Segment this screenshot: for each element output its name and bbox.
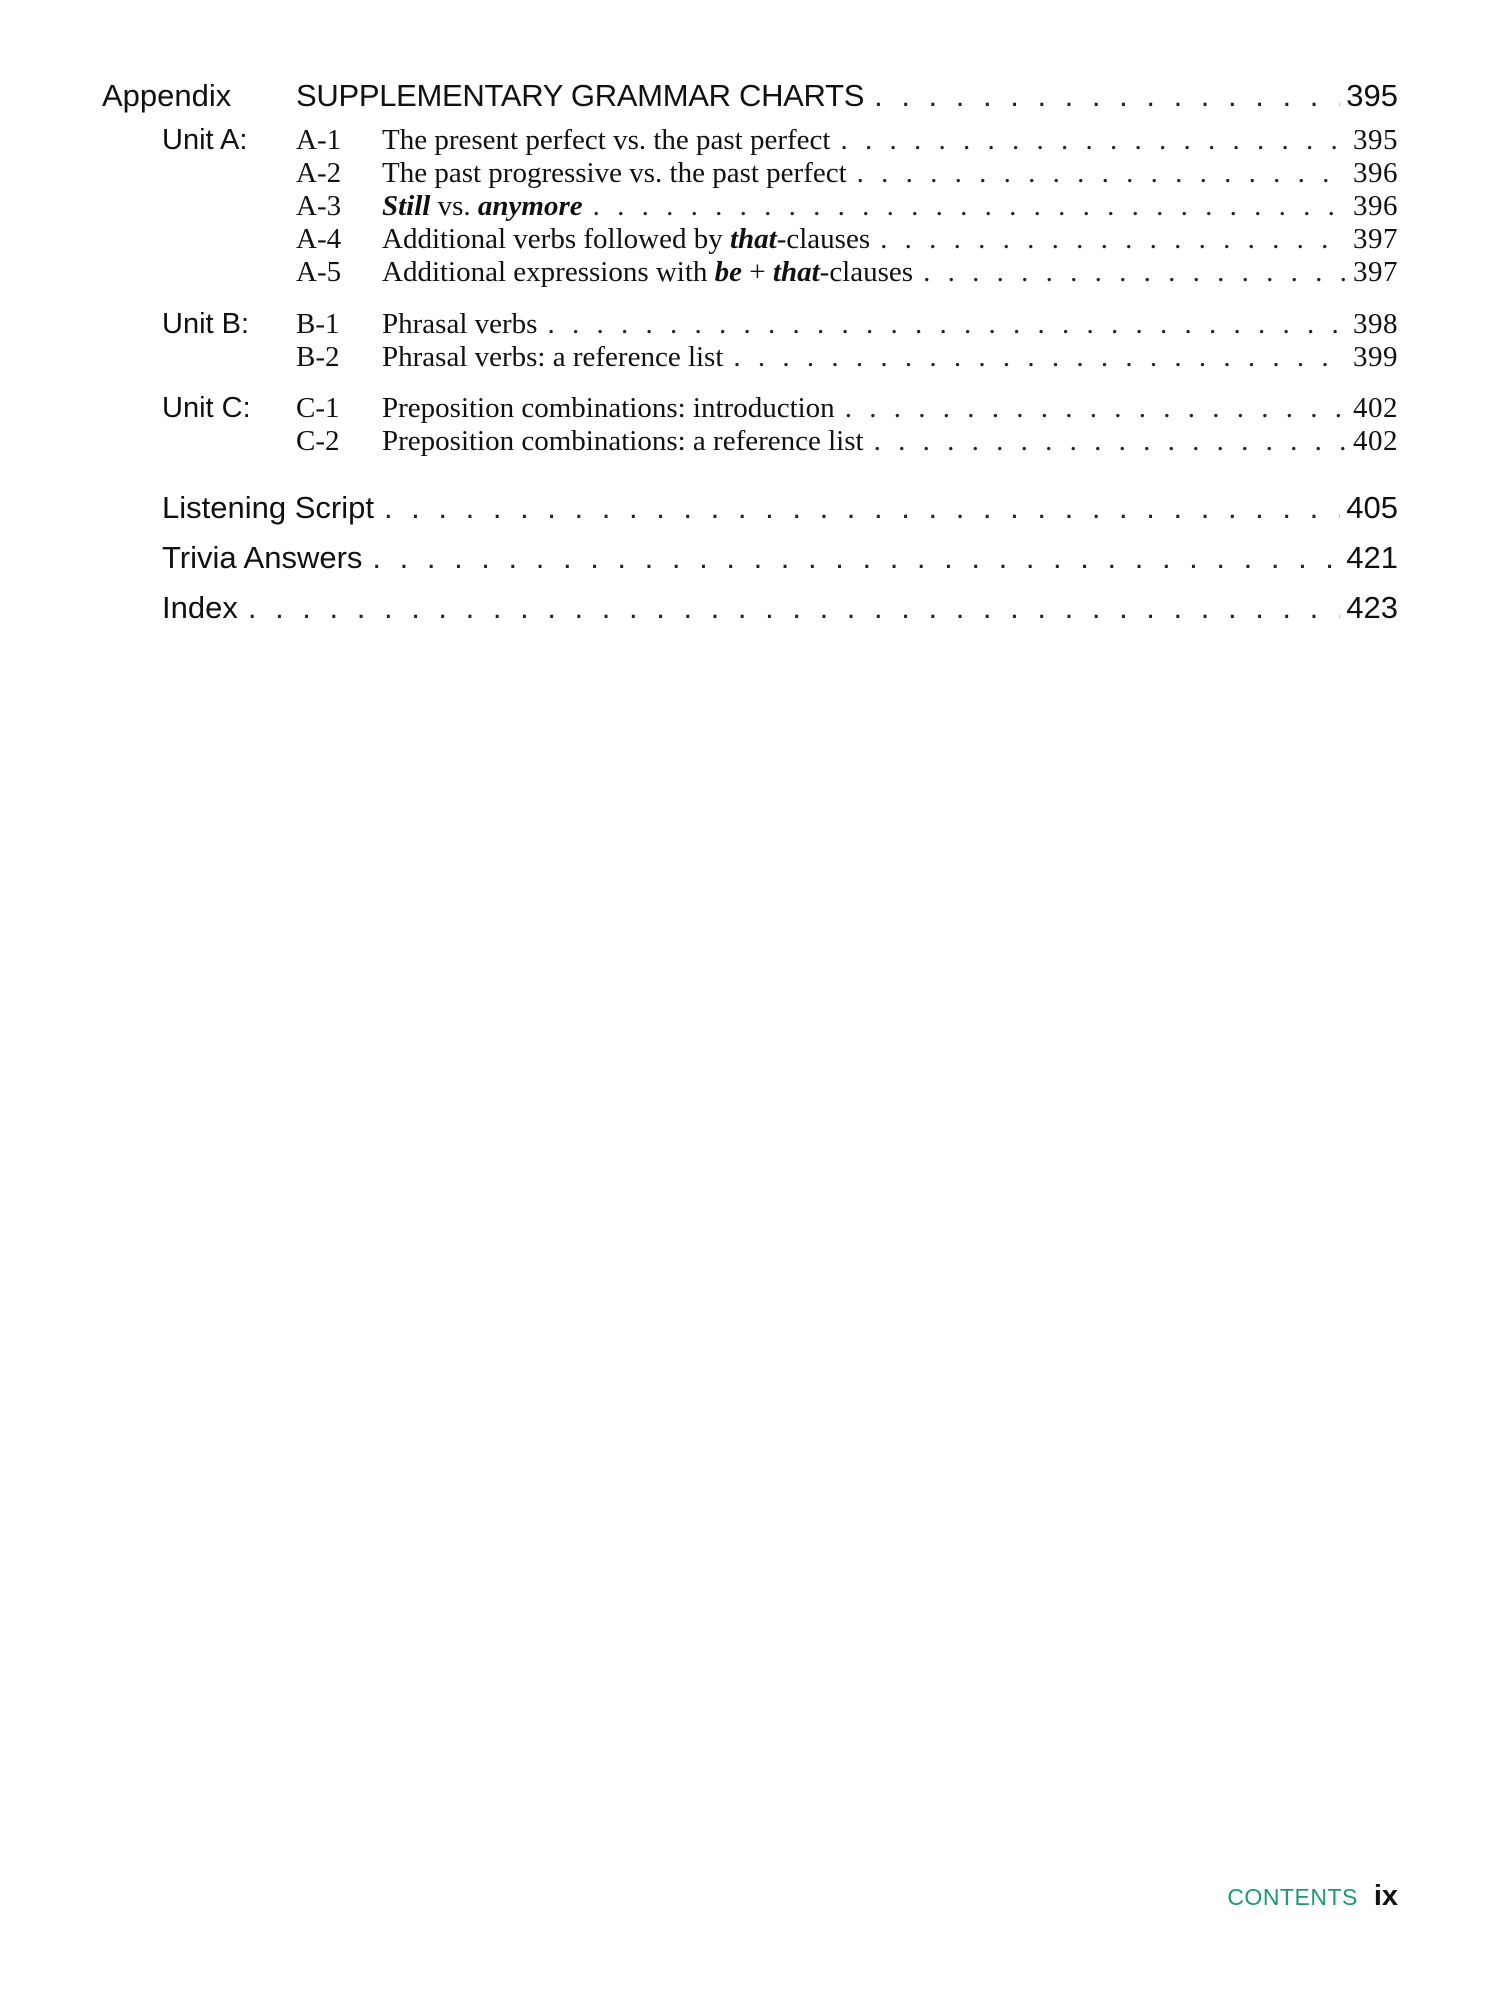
page-footer [1227,1880,1398,1913]
dot-leader [733,341,1347,374]
back-matter-page: 405 [1346,490,1398,525]
entry-code: B-2 [296,341,340,373]
entry-code: B-1 [296,308,340,340]
entry-code: C-2 [296,425,340,457]
toc-entry-a4 [296,223,1398,256]
dot-leader [372,540,1340,576]
unit-c-label: Unit C: [162,392,251,424]
entry-page: 399 [1353,341,1398,373]
dot-leader [880,223,1347,256]
toc-entry-trivia-answers [162,540,1398,576]
toc-entry-b1 [296,308,1398,341]
unit-b-label: Unit B: [162,308,250,340]
dot-leader [923,256,1347,289]
unit-a-label: Unit A: [162,124,248,156]
entry-code: A-3 [296,190,342,222]
toc-entry-a5 [296,256,1398,289]
entry-title: Preposition combinations: a reference list [382,425,864,457]
entry-title: Phrasal verbs: a reference list [382,341,724,373]
dot-leader [874,78,1340,114]
dot-leader [593,190,1347,223]
entry-title-text: Additional verbs followed by [382,223,730,255]
emphasis-be: be [714,256,743,288]
entry-title-text: Additional expressions with [382,256,715,288]
entry-page: 396 [1353,190,1398,222]
dot-leader [384,490,1340,526]
back-matter-title: Trivia Answers [162,540,363,575]
toc-entry-index [162,590,1398,626]
back-matter-title: Index [162,590,238,625]
emphasis-that: that [772,256,820,288]
entry-title: Phrasal verbs [382,308,538,340]
back-matter-page: 423 [1346,590,1398,625]
toc-entry-a1 [296,124,1398,157]
entry-code: A-2 [296,157,342,189]
emphasis-anymore: anymore [477,190,583,222]
toc-entry-c1 [296,392,1398,425]
entry-title [382,190,583,223]
entry-title: The past progressive vs. the past perfect [382,157,847,189]
page-number: ix [1373,1880,1398,1912]
entry-page: 396 [1353,157,1398,189]
toc-entry-listening-script [162,490,1398,526]
entry-title-text: + [742,256,773,288]
entry-page: 397 [1353,256,1398,288]
entry-title-text: -clauses [776,223,871,255]
emphasis-still: Still [382,190,431,222]
dot-leader [547,308,1347,341]
entry-title: Preposition combinations: introduction [382,392,835,424]
dot-leader [248,590,1340,626]
entry-page: 402 [1353,392,1398,424]
entry-title [382,256,913,289]
back-matter-title: Listening Script [162,490,374,525]
appendix-page: 395 [1346,78,1398,113]
toc-entry-a3 [296,190,1398,223]
back-matter-page: 421 [1346,540,1398,575]
entry-code: A-5 [296,256,342,288]
dot-leader [874,425,1347,458]
entry-title: The present perfect vs. the past perfect [382,124,831,156]
appendix-title: SUPPLEMENTARY GRAMMAR CHARTS [296,78,865,113]
appendix-label: Appendix [102,78,232,113]
entry-title [382,223,870,256]
appendix-heading-row [102,78,1398,114]
entry-page: 395 [1353,124,1398,156]
entry-page: 398 [1353,308,1398,340]
entry-code: A-1 [296,124,342,156]
toc-entry-c2 [296,425,1398,458]
dot-leader [857,157,1347,190]
dot-leader [845,392,1347,425]
entry-title-text: vs. [430,190,478,222]
entry-code: C-1 [296,392,340,424]
entry-code: A-4 [296,223,342,255]
entry-page: 397 [1353,223,1398,255]
emphasis-that: that [729,223,777,255]
dot-leader [840,124,1347,157]
toc-entry-b2 [296,341,1398,374]
entry-page: 402 [1353,425,1398,457]
running-footer-label: CONTENTS [1227,1884,1358,1910]
toc-entry-a2 [296,157,1398,190]
entry-title-text: -clauses [819,256,914,288]
